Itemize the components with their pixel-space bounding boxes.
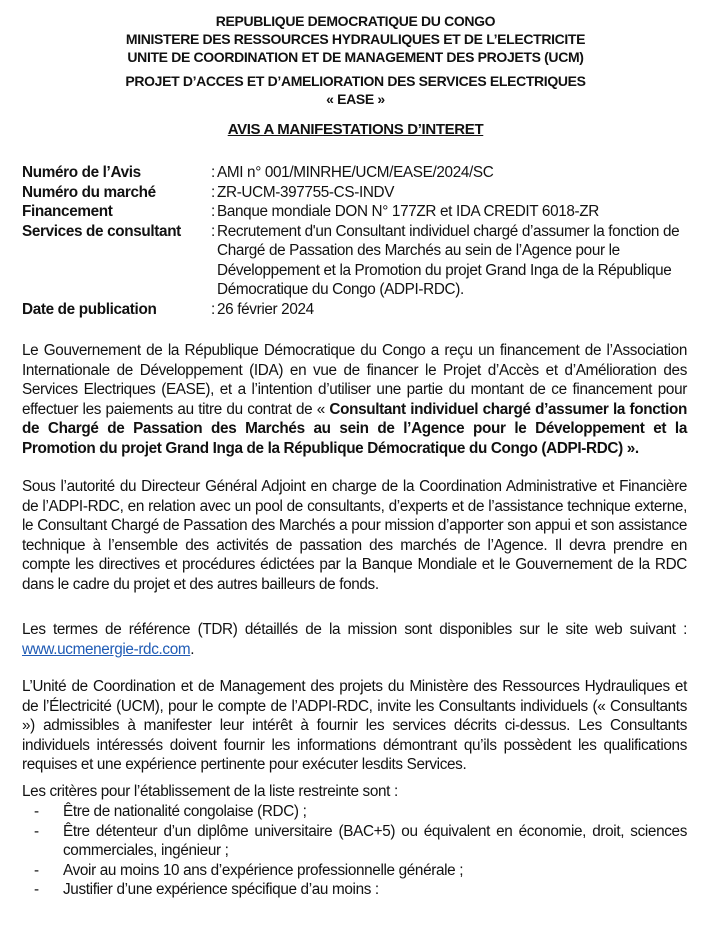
criteria-item [22, 822, 687, 861]
criteria-item [22, 861, 687, 881]
meta-row-consultant-services [22, 222, 694, 300]
meta-value: Recrutement d'un Consultant individuel chargé d’assumer la fonction de Chargé de Passation des Marchés au sein de l’Agence pour le Développement et la Promotion du projet Grand Inga de la République Démocratique du Congo (ADPI-RDC). [217, 222, 680, 298]
notice-metadata [22, 163, 694, 319]
website-link[interactable]: www.ucmenergie-rdc.com [22, 640, 191, 658]
criteria-text: Justifier d’une expérience spécifique d’au moins : [63, 881, 379, 898]
meta-row-contract-number [22, 183, 694, 203]
meta-value-wrap [211, 300, 694, 320]
meta-value-wrap [211, 222, 694, 300]
criteria-text: Avoir au moins 10 ans d’expérience professionnelle générale ; [63, 861, 464, 879]
criteria-item [22, 880, 687, 900]
criteria-list [22, 802, 687, 900]
criteria-text: Être de nationalité congolaise (RDC) ; [63, 803, 307, 820]
paragraph-tdr [22, 620, 687, 659]
colon: : [211, 300, 215, 318]
meta-value-wrap [211, 163, 694, 183]
colon: : [211, 203, 215, 220]
meta-label: Services de consultant [22, 222, 181, 240]
meta-row-financing [22, 202, 694, 222]
meta-label: Date de publication [22, 300, 157, 318]
colon: : [211, 164, 215, 181]
contract-title-bold: Consultant individuel chargé d’assumer la fonction de Chargé de Passation des Marchés au sein de l’Agence pour le Développement et la Promotion du projet Grand Inga de la République Démocratique du Congo (ADPI-RDC) ». [22, 400, 687, 457]
header-unit: UNITE DE COORDINATION ET DE MANAGEMENT DES PROJETS (UCM) [127, 49, 584, 65]
meta-row-notice-number [22, 163, 694, 183]
meta-value: 26 février 2024 [217, 300, 314, 318]
bullet-dash: - [34, 803, 39, 820]
paragraph-end: . [190, 640, 195, 658]
bullet-dash: - [34, 822, 39, 840]
meta-value: Banque mondiale DON N° 177ZR et IDA CREDIT 6018-ZR [217, 203, 599, 220]
meta-label: Numéro du marché [22, 183, 156, 201]
colon: : [211, 222, 215, 240]
paragraph-invitation [22, 677, 687, 775]
document-title: AVIS A MANIFESTATIONS D’INTERET [227, 121, 484, 138]
paragraph-text: Les critères pour l’établissement de la liste restreinte sont : [22, 783, 398, 800]
meta-label: Financement [22, 203, 113, 220]
paragraph-criteria-intro [22, 782, 687, 802]
header-project: PROJET D’ACCES ET D’AMELIORATION DES SERVICES ELECTRIQUES [125, 73, 586, 89]
header-country: REPUBLIQUE DEMOCRATIQUE DU CONGO [215, 13, 496, 29]
header-ministry: MINISTERE DES RESSOURCES HYDRAULIQUES ET DE L’ELECTRICITE [125, 31, 586, 47]
criteria-text: Être détenteur d’un diplôme universitaire (BAC+5) ou équivalent en économie, droit, sciences commerciales, ingénieur ; [63, 822, 687, 859]
paragraph-text: L’Unité de Coordination et de Management des projets du Ministère des Ressources Hydrauliques et de l’Électricité (UCM), pour le compte de l’ADPI-RDC, invite les Consultants individuels (« Consultants ») admissibles à manifester leur intérêt à fournir les services décrits ci-dessus. Les Consultants individuels intéressés doivent fournir les informations démontrant qu’ils possèdent les qualifications requises et une expérience pertinente pour exécuter lesdits Services. [22, 678, 687, 773]
paragraph-text: Sous l’autorité du Directeur Général Adjoint en charge de la Coordination Administrative et Financière de l’ADPI-RDC, en relation avec un pool de consultants, d’experts et de l’assistance technique externe, le Consultant Chargé de Passation des Marchés a pour mission d’apporter son appui et son assistance technique à l’ensemble des activités de passation des marchés de l’Agence. Il devra prendre en compte les directives et procédures édictées par la Banque Mondiale et le Gouvernement de la RDC dans le cadre du projet et des autres bailleurs de fonds. [22, 478, 687, 593]
meta-value: AMI n° 001/MINRHE/UCM/EASE/2024/SC [217, 164, 494, 181]
paragraph-mission [22, 477, 687, 594]
bullet-dash: - [34, 861, 39, 879]
bullet-dash: - [34, 881, 39, 898]
meta-value-wrap [211, 202, 694, 222]
criteria-item [22, 802, 687, 822]
colon: : [211, 183, 215, 201]
meta-value-wrap [211, 183, 694, 203]
meta-value: ZR-UCM-397755-CS-INDV [217, 183, 395, 201]
paragraph-text: Le Gouvernement de la République Démocratique du Congo a reçu un financement de l’Association Internationale de Développement (IDA) en vue de financer le Projet d’Accès et d’Amélioration des Services Electriques (EASE), et a l’intention d’utiliser une partie du montant de ce financement pour effectuer les paiements au titre du contrat de « [22, 342, 687, 418]
meta-row-publication-date [22, 300, 694, 320]
header-project-acronym: « EASE » [326, 91, 385, 107]
document-header [0, 12, 711, 108]
paragraph-text: Les termes de référence (TDR) détaillés de la mission sont disponibles sur le site web suivant : [22, 621, 687, 638]
paragraph-financing [22, 341, 687, 458]
meta-label: Numéro de l’Avis [22, 164, 141, 181]
